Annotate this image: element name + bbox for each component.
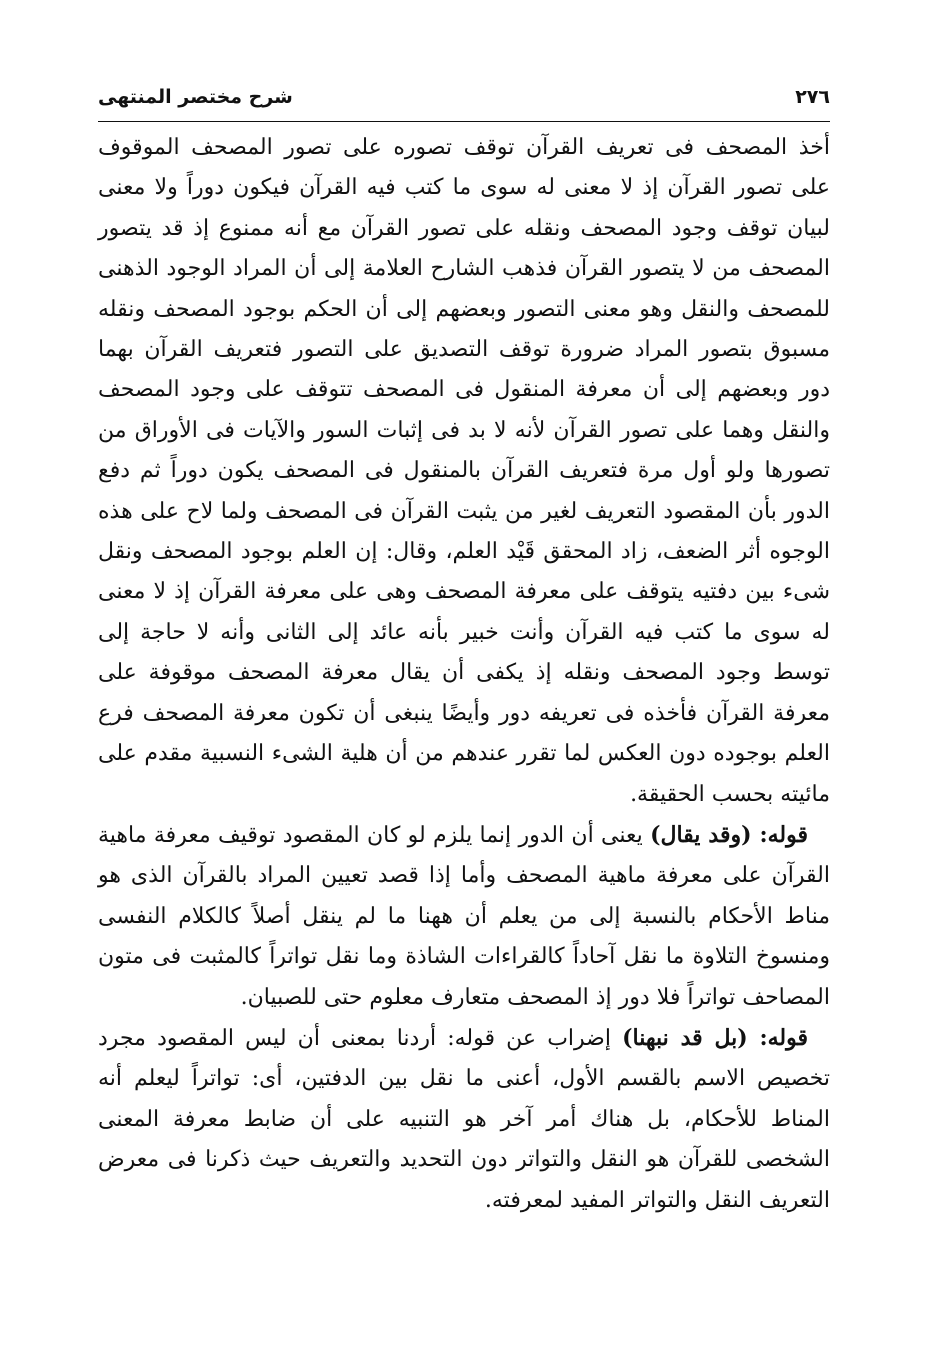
- commentary-lemma: قوله: (وقد يقال): [650, 821, 808, 848]
- running-head: [98, 80, 830, 114]
- commentary-lemma: قوله: (بل قد نبهنا): [622, 1024, 809, 1051]
- paragraph-2-text: يعنى أن الدور إنما يلزم لو كان المقصود توقيف معرفة ماهية القرآن على معرفة ماهية المصحف وأما إذا قصد تعيين المراد بالقرآن الذى هو مناط الأحكام بالنسبة إلى من يعلم أن ههنا ما لم ينقل أصلاً كالكلام النفسى ومنسوخ التلاوة ما نقل آحاداً كالقراءات الشاذة وما نقل تواتراً كالمثبت فى متون المصاحف تواتراً فلا دور إذ المصحف متعارف معلوم حتى للصبيان.: [98, 822, 830, 1010]
- paragraph-3-text: إضراب عن قوله: أردنا بمعنى أن ليس المقصود مجرد تخصيص الاسم بالقسم الأول، أعنى ما نقل بين الدفتين، أى: تواتراً ليعلم أنه المناط للأحكام، بل هناك أمر آخر هو التنبيه على أن ضابط معرفة المعنى الشخصى للقرآن هو النقل والتواتر دون التحديد والتعريف حيث ذكرنا فى معرض التعريف النقل والتواتر المفيد لمعرفته.: [98, 1025, 830, 1213]
- paragraph-3: [98, 1018, 830, 1221]
- paragraph-2: [98, 815, 830, 1018]
- book-title: شرح مختصر المنتهى: [98, 86, 293, 108]
- paragraph-1: أخذ المصحف فى تعريف القرآن توقف تصوره على تصور المصحف الموقوف على تصور القرآن إذ لا معنى له سوى ما كتب فيه القرآن فيكون دوراً ولا معنى لبيان توقف وجود المصحف ونقله على تصور القرآن مع أنه ممنوع إذ قد يتصور المصحف من لا يتصور القرآن فذهب الشارح العلامة إلى أن المراد الوجود الذهنى للمصحف والنقل وهو معنى التصور وبعضهم إلى أن الحكم بوجود المصحف ونقله مسبوق بتصور المراد ضرورة توقف التصديق على التصور فتعريف القرآن بهما دور وبعضهم إلى أن معرفة المنقول فى المصحف تتوقف على وجود المصحف والنقل وهما على تصور القرآن لأنه لا بد فى إثبات السور والآيات فى الأوراق من تصورها ولو أول مرة فتعريف القرآن بالمنقول فى المصحف يكون دوراً ثم دفع الدور بأن المقصود التعريف لغير من يثبت القرآن فى المصحف ولما لاح على هذه الوجوه أثر الضعف، زاد المحقق قَيْد العلم، وقال: إن العلم بوجود المصحف ونقل شىء بين دفتيه يتوقف على معرفة المصحف وهى على معرفة القرآن إذ لا معنى له سوى ما كتب فيه القرآن وأنت خبير بأنه عائد إلى الثانى وأنه لا حاجة إلى توسط وجود المصحف ونقله إذ يكفى أن يقال معرفة المصحف موقوفة على معرفة القرآن فأخذه فى تعريفه دور وأيضًا ينبغى أن تكون معرفة المصحف فرع العلم بوجوده دون العكس لما تقرر عندهم من أن هلية الشىء النسبية مقدم على مائيته بحسب الحقيقة.: [98, 135, 830, 807]
- header-rule: [98, 121, 830, 122]
- page-number: ٢٧٦: [795, 86, 830, 108]
- body-text: [98, 128, 830, 1221]
